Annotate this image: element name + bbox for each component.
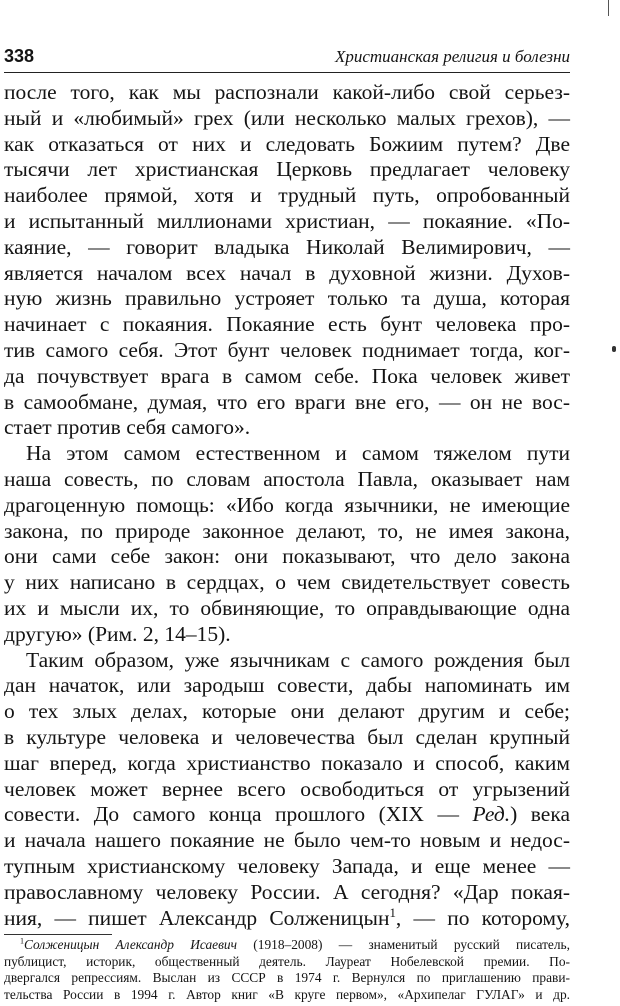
text-fragment: ния, — пишет Александр Солженицын <box>4 905 390 930</box>
text-line: как отказаться от них и следовать Божиим путем? Две <box>4 131 570 156</box>
text-line: человек может вернее всего освободиться от угрызений <box>4 776 570 801</box>
text-line: является началом всех начал в духовной жизни. Духов- <box>4 260 570 285</box>
footnote-line: публицист, историк, общественный деятель. Лауреат Нобелевской премии. По- <box>4 953 570 969</box>
text-line: драгоценную помощь: «Ибо когда язычники, не имеющие <box>4 492 570 517</box>
footnote-line: тельства России в 1994 г. Автор книг «В круге первом», «Архипелаг ГУЛАГ» и др. <box>4 986 570 1002</box>
footnote-marker: 1 <box>20 936 25 946</box>
text-line: да почувствует врага в самом себе. Пока человек живет <box>4 363 570 388</box>
text-line: они сами себе закон: они показывают, что дело закона <box>4 544 570 569</box>
text-line: наиболее прямой, хотя и трудный путь, опробованный <box>4 183 570 208</box>
text-line: наша совесть, по словам апостола Павла, оказывает нам <box>4 466 570 491</box>
footnote <box>4 937 570 1003</box>
text-line: дан начаток, или зародыш совести, дабы напоминать им <box>4 673 570 698</box>
text-line: стает против себя самого». <box>4 415 251 440</box>
margin-dot <box>612 346 616 352</box>
text-line: о тех злых делах, которые они делают другим и себе; <box>4 699 570 724</box>
text-line-with-editor-note <box>4 802 570 828</box>
text-line: у них написано в сердцах, о чем свидетельствует совесть <box>4 570 570 595</box>
text-line: каяние, — говорит владыка Николай Велимирович, — <box>4 234 570 259</box>
footnote-line: двергался репрессиям. Выслан из СССР в 1974 г. Вернулся по приглашению прави- <box>4 970 570 985</box>
text-line: Таким образом, уже язычникам с самого рождения был <box>26 647 570 672</box>
corner-mark <box>608 0 609 16</box>
text-line: начинает с покаяния. Покаяние есть бунт человека про- <box>4 312 570 337</box>
text-line: ный и «любимый» грех (или несколько малых грехов), — <box>4 105 570 130</box>
running-title: Христианская религия и болезни <box>334 47 570 66</box>
text-line: шаг вперед, когда христианство показало и способ, каким <box>4 750 570 775</box>
text-line: в самообмане, думая, что его враги вне его, — он не вос- <box>4 389 570 414</box>
text-line: ную жизнь правильно устрояет только та душа, которая <box>4 286 570 311</box>
text-line: и начала нашего покаяние не было чем-то новым и недос- <box>4 828 570 853</box>
footnote-name: Солженицын Александр Исаевич <box>24 937 238 952</box>
text-fragment: , — по которому, <box>395 905 571 930</box>
text-line: тупным христианскому человеку Запада, и еще менее — <box>4 853 570 878</box>
text-line: другую» (Рим. 2, 14–15). <box>4 621 231 646</box>
text-line: после того, как мы распознали какой-либо свой серьез- <box>4 80 570 104</box>
footnote-divider <box>4 934 112 935</box>
running-header <box>4 44 570 73</box>
text-line: их и мысли их, то обвиняющие, то оправдывающие одна <box>4 595 570 620</box>
text-line: в культуре человека и человечества был сделан крупный <box>4 724 570 749</box>
footnote-line <box>4 937 570 954</box>
text-fragment: совести. До самого конца прошлого (XIX — <box>4 802 473 827</box>
text-line-with-footnote-ref <box>4 906 570 932</box>
editor-note: Ред. <box>472 802 511 827</box>
page-number: 338 <box>4 46 35 66</box>
text-line: православному человеку России. А сегодня? «Дар покая- <box>4 879 570 904</box>
text-line: На этом самом естественном и самом тяжелом пути <box>26 441 570 466</box>
footnote-text: (1918–2008) — знаменитый русский писатель, <box>237 937 570 952</box>
text-line: тысячи лет христианская Церковь предлагает человеку <box>4 157 570 182</box>
text-line: тив самого себя. Этот бунт человек поднимает тогда, ког- <box>4 337 570 362</box>
text-fragment: ) века <box>510 802 570 827</box>
text-line: закона, по природе законное делают, то, не имея закона, <box>4 518 570 543</box>
text-line: и испытанный миллионами христиан, — покаяние. «По- <box>4 208 570 233</box>
footnote-reference: 1 <box>389 905 396 920</box>
main-text <box>4 80 570 931</box>
